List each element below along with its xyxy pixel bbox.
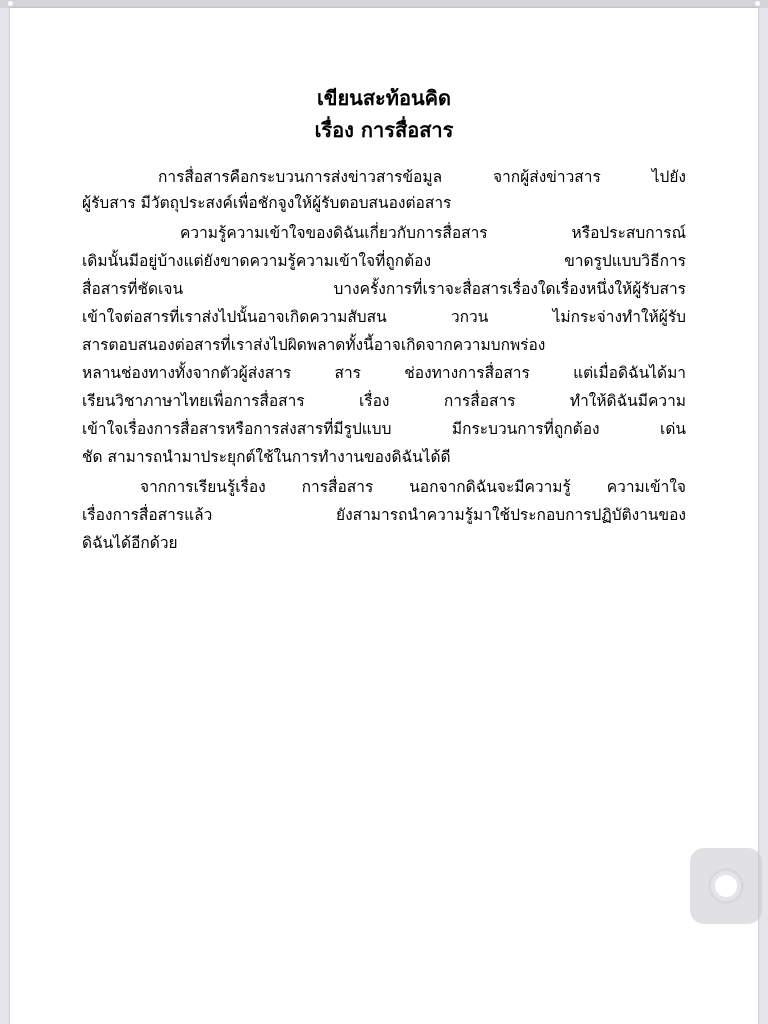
status-indicator-icon: [8, 1, 13, 6]
assistive-touch-core: [715, 875, 737, 897]
paragraph-line: เข้าใจเรื่องการสื่อสารหรือการส่งสารที่มีรูปแบบ มีกระบวนการที่ถูกต้อง เด่น: [82, 420, 686, 438]
document-page[interactable]: [10, 8, 758, 1024]
paragraph-line: ดิฉันได้อีกด้วย: [82, 534, 178, 552]
paragraph-line: เรียนวิชาภาษาไทยเพื่อการสื่อสาร เรื่อง การสื่อสาร ทำให้ดิฉันมีความ: [82, 392, 686, 410]
paragraph-line: เดิมนั้นมีอยู่บ้างแต่ยังขาดความรู้ความเข้าใจที่ถูกต้อง ขาดรูปแบบวิธีการ: [82, 252, 686, 270]
paragraph-line: ผู้รับสาร มีวัตถุประสงค์เพื่อชักจูงให้ผู้รับตอบสนองต่อสาร: [82, 194, 452, 212]
paragraph-line: หลานช่องทางทั้งจากตัวผู้ส่งสาร สาร ช่องทางการสื่อสาร แต่เมื่อดิฉันได้มา: [82, 364, 686, 382]
paragraph-line: การสื่อสารคือกระบวนการส่งข่าวสารข้อมูล จากผู้ส่งข่าวสาร ไปยัง: [158, 168, 686, 186]
document-title: เขียนสะท้อนคิด: [316, 86, 452, 110]
paragraph-line: เข้าใจต่อสารที่เราส่งไปนั้นอาจเกิดความสับสน วกวน ไม่กระจ่างทำให้ผู้รับ: [82, 308, 686, 326]
status-bar: [0, 0, 768, 8]
assistive-touch-button[interactable]: [690, 848, 762, 924]
paragraph-line: จากการเรียนรู้เรื่อง การสื่อสาร นอกจากดิฉันจะมีความรู้ ความเข้าใจ: [140, 478, 686, 496]
paragraph-line: ชัด สามารถนำมาประยุกต์ใช้ในการทำงานของดิฉันได้ดี: [82, 448, 451, 466]
paragraph-line: สื่อสารที่ชัดเจน บางครั้งการที่เราจะสื่อสารเรื่องใดเรื่องหนึ่งให้ผู้รับสาร: [82, 280, 686, 298]
status-indicator-icon: [755, 1, 760, 6]
document-subtitle: เรื่อง การสื่อสาร: [314, 118, 454, 142]
paragraph-line: ความรู้ความเข้าใจของดิฉันเกี่ยวกับการสื่อสาร หรือประสบการณ์: [180, 224, 686, 242]
paragraph-line: เรื่องการสื่อสารแล้ว ยังสามารถนำความรู้มาใช้ประกอบการปฏิบัติงานของ: [82, 506, 686, 524]
paragraph-line: สารตอบสนองต่อสารที่เราส่งไปผิดพลาดทั้งนี้อาจเกิดจากความบกพร่อง: [82, 336, 546, 354]
